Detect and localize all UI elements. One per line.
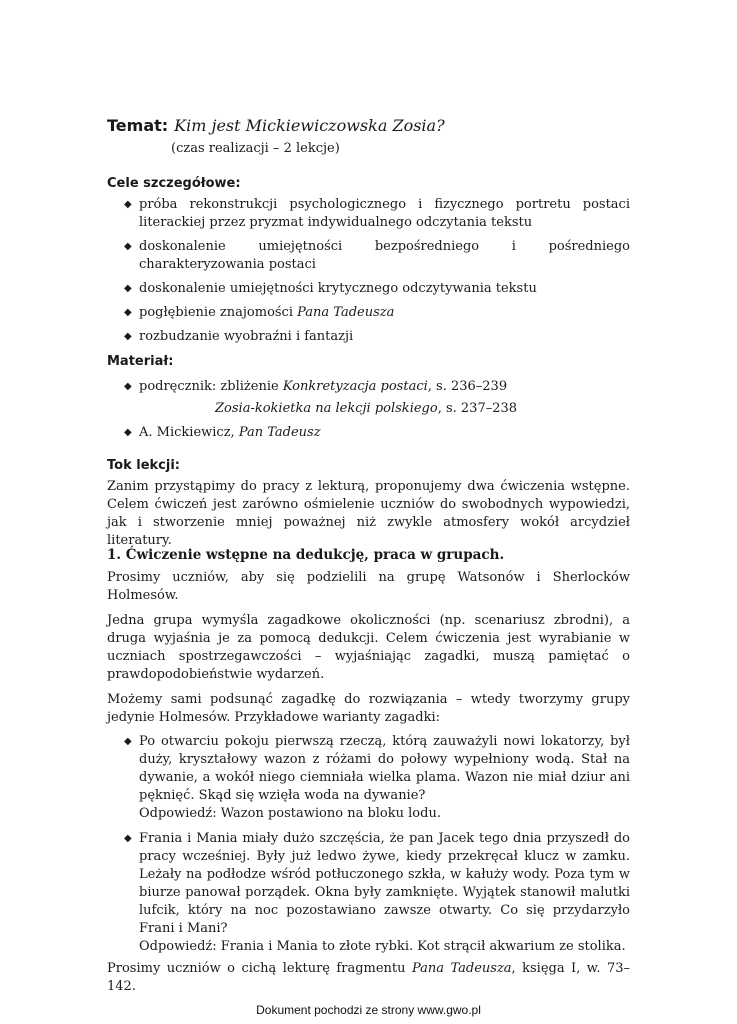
riddle-answer: Odpowiedź: Frania i Mania to złote rybki. Kot strącił akwarium ze stolika.: [139, 939, 626, 954]
exercise-paragraph: Jedna grupa wymyśla zagadkowe okoliczności (np. scenariusz zbrodni), a druga wyjaśnia je za pomocą dedukcji. Celem ćwiczenia jest wyrabianie w uczniach spostrzegawczości – wyjaśniając zagadki, muszą pamiętać o prawdopodobieństwie wydarzeń.: [107, 613, 630, 682]
lesson-intro: Zanim przystąpimy do pracy z lekturą, proponujemy dwa ćwiczenia wstępne. Celem ćwiczeń jest zarówno ośmielenie uczniów do swobodnych wypowiedzi, jak i stworzenie mniej poważnej niż zwykle atmosfery wokół arcydzieł literatury.: [107, 479, 630, 548]
topic-duration: (czas realizacji – 2 lekcje): [171, 141, 340, 156]
list-item: ◆ rozbudzanie wyobraźni i fantazji: [124, 329, 354, 344]
goals-heading: Cele szczegółowe:: [107, 176, 241, 191]
riddle-list: [123, 733, 630, 956]
bullet-diamond-icon: ◆: [124, 331, 132, 342]
bullet-diamond-icon: ◆: [124, 381, 132, 392]
bullet-diamond-icon: ◆: [124, 199, 132, 210]
topic-text: Kim jest Mickiewiczowska Zosia?: [174, 116, 445, 135]
bullet-diamond-icon: ◆: [124, 833, 132, 844]
topic-title: [107, 116, 445, 135]
goals-list-block: [123, 196, 630, 352]
list-item: ◆ Frania i Mania miały dużo szczęścia, że pan Jacek tego dnia przyszedł do pracy wcześniej. Były już ledwo żywe, kiedy przekręcał klucz w zamku. Leżały na podłodze wśród potłuczonego szkła, w kałuży wody. Poza tym w biurze panował porządek. Okna były zamknięte. Wyjątek stanowił malutki lufcik, który na noc pozostawiano zawsze otwarty. Co się przydarzyło Frani i Mani? Odpowiedź: Frania i Mania to złote rybki. Kot strącił akwarium ze stolika.: [124, 831, 630, 954]
exercise-paragraph: Prosimy uczniów, aby się podzielili na grupę Watsonów i Sherlocków Holmesów.: [107, 570, 630, 603]
list-item: ◆ A. Mickiewicz, Pan Tadeusz: [124, 425, 321, 440]
bullet-diamond-icon: ◆: [124, 736, 132, 747]
exercise-paragraph: Możemy sami podsunąć zagadkę do rozwiązania – wtedy tworzymy grupy jedynie Holmesów. Przykładowe warianty zagadki:: [107, 692, 630, 725]
bullet-diamond-icon: ◆: [124, 427, 132, 438]
bullet-diamond-icon: ◆: [124, 241, 132, 252]
topic-label: Temat:: [107, 116, 169, 135]
riddle-answer: Odpowiedź: Wazon postawiono na bloku lodu.: [139, 806, 441, 821]
list-item: ◆ Po otwarciu pokoju pierwszą rzeczą, którą zauważyli nowi lokatorzy, był duży, kryształowy wazon z różami do połowy wypełniony wodą. Stał na dywanie, a wokół niego ciemniała wielka plama. Wazon nie miał dziur ani pęknięć. Skąd się wzięła woda na dywanie? Odpowiedź: Wazon postawiono na bloku lodu.: [124, 734, 630, 821]
list-item: Zosia-kokietka na lekcji polskiego, s. 237–238: [215, 401, 518, 416]
exercise-heading: 1. Ćwiczenie wstępne na dedukcję, praca w grupach.: [107, 547, 505, 563]
goals-list: [123, 196, 630, 346]
material-list: [123, 378, 630, 442]
lesson-intro-block: [107, 478, 630, 550]
list-item: ◆ pogłębienie znajomości Pana Tadeusza: [124, 305, 395, 320]
list-item: ◆ doskonalenie umiejętności bezpośredniego i pośredniego charakteryzowania postaci: [124, 239, 630, 272]
list-item: ◆ podręcznik: zbliżenie Konkretyzacja postaci, s. 236–239: [124, 379, 508, 394]
exercise-block: [107, 546, 630, 996]
bullet-diamond-icon: ◆: [124, 307, 132, 318]
list-item: ◆ próba rekonstrukcji psychologicznego i fizycznego portretu postaci literackiej przez pryzmat indywidualnego odczytania tekstu: [124, 197, 630, 230]
list-item: ◆ doskonalenie umiejętności krytycznego odczytywania tekstu: [124, 281, 537, 296]
lesson-flow-heading: Tok lekcji:: [107, 458, 180, 473]
exercise-paragraph: Prosimy uczniów o cichą lekturę fragmentu Pana Tadeusza, księga I, w. 73–142.: [107, 961, 630, 994]
material-list-block: [123, 378, 630, 448]
material-heading: Materiał:: [107, 354, 174, 369]
source-footer: Dokument pochodzi ze strony www.gwo.pl: [256, 1003, 481, 1017]
bullet-diamond-icon: ◆: [124, 283, 132, 294]
